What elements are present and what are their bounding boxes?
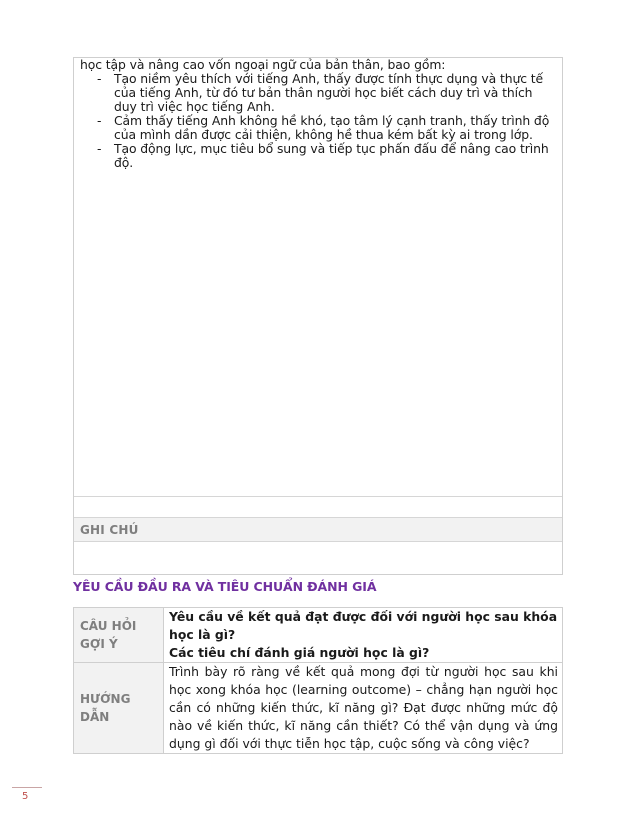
body-text: [80, 58, 558, 170]
row-label: HƯỚNG DẪN: [74, 663, 164, 754]
criteria-table: [73, 607, 563, 754]
bullet-text: Tạo động lực, mục tiêu bổ sung và tiếp tục phấn đấu để nâng cao trình độ.: [114, 141, 549, 170]
intro-line: học tập và nâng cao vốn ngoại ngữ của bản thân, bao gồm:: [80, 57, 446, 72]
divider: [74, 496, 562, 497]
notes-header: [74, 517, 562, 542]
row-label: CÂU HỎI GỢI Ý: [74, 608, 164, 663]
list-item: [80, 114, 558, 142]
bullet-dash: -: [97, 71, 102, 86]
notes-label: GHI CHÚ: [80, 523, 139, 537]
bullet-list: [80, 72, 558, 170]
table-row: [74, 608, 563, 663]
footer-divider: [12, 787, 42, 788]
content-box: [73, 57, 563, 575]
guidance-text: Trình bày rõ ràng về kết quả mong đợi từ người học sau khi học xong khóa học (learning outcome) – chẳng hạn người học cần có những kiến thức, kĩ năng gì? Đạt được những mức độ nào về kiến thức, kĩ năng cần thiết? Có thể vận dụng và ứng dụng gì đối với thực tiễn học tập, cuộc sống và công việc?: [169, 664, 558, 751]
bullet-text: Cảm thấy tiếng Anh không hề khó, tạo tâm lý cạnh tranh, thấy trình độ của mình dần được cải thiện, không hề thua kém bất kỳ ai trong lớp.: [114, 113, 550, 142]
list-item: [80, 72, 558, 114]
row-content: [164, 663, 563, 754]
list-item: [80, 142, 558, 170]
table-row: [74, 663, 563, 754]
bullet-dash: -: [97, 113, 102, 128]
section-heading: YÊU CẦU ĐẦU RA VÀ TIÊU CHUẨN ĐÁNH GIÁ: [73, 579, 377, 594]
page-number: 5: [22, 791, 29, 802]
question-2: Các tiêu chí đánh giá người học là gì?: [169, 645, 430, 660]
bullet-text: Tạo niềm yêu thích với tiếng Anh, thấy được tính thực dụng và thực tế của tiếng Anh, từ đó tư bản thân người học biết cách duy trì và thích duy trì việc học tiếng Anh.: [114, 71, 544, 114]
bullet-dash: -: [97, 141, 102, 156]
row-content: [164, 608, 563, 663]
question-1: Yêu cầu về kết quả đạt được đối với người học sau khóa học là gì?: [169, 609, 558, 642]
